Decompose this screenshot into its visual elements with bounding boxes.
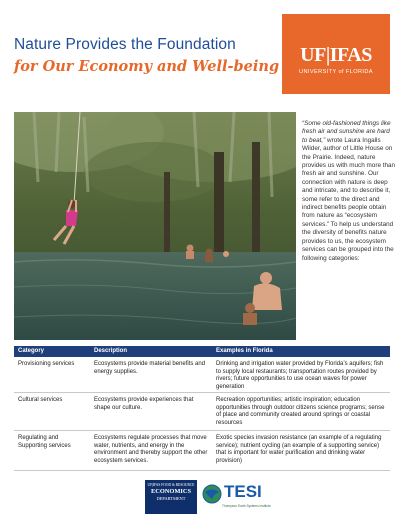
row-examples: Exotic species invasion resistance (an example of a regulating service); nutrient cycling (an example of a supporting service) that is important for water purification and drinking water provision) <box>216 435 382 464</box>
ufifas-logo <box>282 14 390 94</box>
row-examples: Drinking and irrigation water provided by Florida’s aquifers; fish to supply local restaurants; transportation routes provided by rivers; future opportunities to use ocean waves for power generation <box>216 361 384 390</box>
row-category: Provisioning services <box>18 361 75 367</box>
table-header <box>14 346 390 357</box>
page-subtitle: for Our Economy and Well-being <box>14 58 280 75</box>
ecosystem-services-table <box>14 346 390 471</box>
title-block <box>14 36 284 75</box>
fre-department-logo <box>145 480 197 514</box>
row-description: Ecosystems provide material benefits and energy supplies. <box>94 361 206 375</box>
springs-photo-image <box>14 112 296 340</box>
header-examples: Examples in Florida <box>216 347 273 354</box>
header-category: Category <box>18 347 45 354</box>
row-description: Ecosystems regulate processes that move water, nutrients, and energy in the environment and thereby support the other ecosystem services. <box>94 435 208 464</box>
row-description: Ecosystems provide experiences that shape our culture. <box>94 397 194 411</box>
intro-quote: “Some old-fashioned things like fresh air and sunshine are hard to beat,” <box>302 120 391 144</box>
page-title: Nature Provides the Foundation <box>14 36 236 53</box>
globe-icon <box>202 484 222 504</box>
row-category: Cultural services <box>18 397 63 403</box>
footer <box>0 478 404 518</box>
fre-logo-middle: ECONOMICS <box>150 488 192 496</box>
logo-sub-text: UNIVERSITY of FLORIDA <box>299 69 373 75</box>
tesi-subtitle: Thompson Earth Systems Institute <box>222 504 271 508</box>
tesi-logo <box>202 482 272 514</box>
logo-main-text: UF|IFAS <box>300 44 372 66</box>
intro-body: wrote Laura Ingalls Wilder, author of Little House on the Prairie. Indeed, nature provides us with much more than fresh air and sunshine. Our connection with nature is deep and intricate, and to describe it, some refer to the direct and indirect benefits people obtain from nature as “ecosystem services.” To help us understand the diversity of benefits nature provides to us, the ecosystem services can be grouped into the following categories: <box>302 136 396 262</box>
table-row <box>14 393 390 431</box>
header-description: Description <box>94 347 128 354</box>
fre-logo-bottom: DEPARTMENT <box>156 496 186 502</box>
intro-text <box>302 120 396 263</box>
table-row <box>14 431 390 471</box>
row-category: Regulating and Supporting services <box>18 435 71 449</box>
fre-logo-top: UF|IFAS FOOD & RESOURCE <box>147 483 195 487</box>
table-row <box>14 357 390 393</box>
springs-photo <box>14 112 296 340</box>
tesi-name: TESI <box>224 482 262 501</box>
row-examples: Recreation opportunities; artistic inspiration; education opportunities through outdoor citizens science programs; sense of place and community created around springs or coastal resources <box>216 397 385 426</box>
